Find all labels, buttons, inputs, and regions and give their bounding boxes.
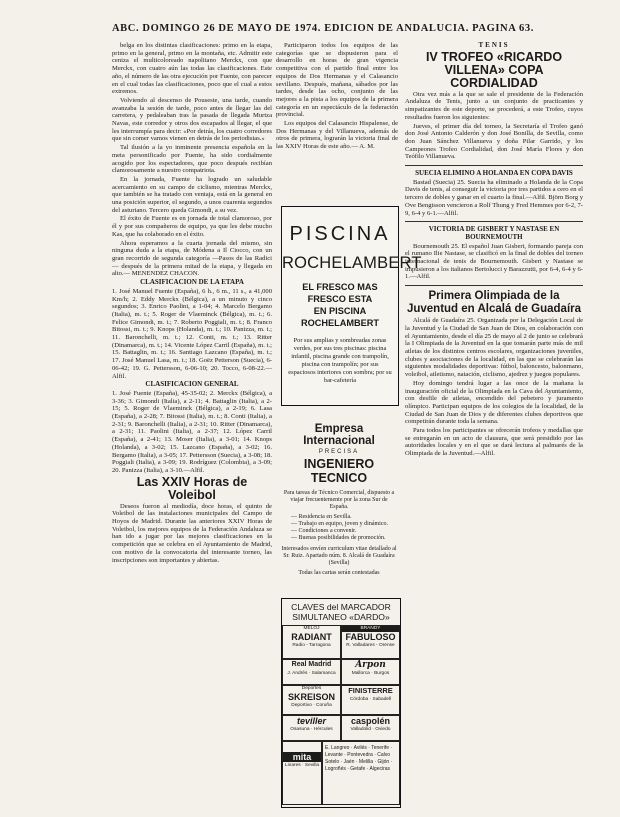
scoreboard-keys-advertisement xyxy=(281,598,401,808)
job-precisa: PRECISA xyxy=(318,449,360,455)
article-paragraph: En la jornada, Fuente ha logrado un saludable acercamiento en su campo de ciclismo, mientras Merckx, que también se ha tratado con ventaja, está en la general en una posición superior, el segundo, a unos cuarenta segundos del asturiano. Tercero queda Gimondi, a su vez. xyxy=(112,175,272,214)
job-company: Empresa Internacional xyxy=(303,423,375,447)
general-classification-list: 1. José Fuente (España), 45-35-02; 2. Merckx (Bélgica), a 3-36; 3. Gimondi (Italia), a 2-11; 4. Battaglin (Italia), a 2-15; 5. Roger de Vlaeminck (Bélgica), a 2-19; 6. Lasa (España), a 2-28; 7. Bitossi (Italia), m. t.; 8. Conti (Italia), a 2-31; 9. Baronchelli (Italia), a 2-31; 10. Ritter (Dinamarca), a 2-31; 11. Paolini (Italia), a 2-37; 12. López Carril (España), a 2-41; 13. Moser (Italia), a 3-01; 14. Knops (Holanda), a 3-02; 15. Lazcano (España), a 3-02; 16. Bergamo (Italia), a 3-05; 17. Pettersson (Suecia), a 3-08; 18. Poggiali (Italia), a 3-09; 19. Rodríguez (Colombia), a 3-09; 20. Panizza (Italia), a 3-10.—Alfil. xyxy=(112,389,272,474)
piscina-slogan-2: EN PISCINA ROCHELAMBERT xyxy=(300,306,380,328)
job-note: Todas las cartas serán contestadas xyxy=(298,570,380,576)
column-3 xyxy=(405,42,583,812)
volleyball-headline: Las XXIV Horas de Voleibol xyxy=(136,474,248,502)
claves-cell: mita Linares · Sevilla xyxy=(282,741,322,805)
article-paragraph: Jueves, el primer día del torneo, la Secretaría el Trofeo ganó don José Antonio Calderón y don José Bonilla, de Sevilla, como don Juan Sánchez Villanueva y doña Pilar Garrido, y los Campeones Trofeo Cordialidad, don José María Flores y don Teófilo Villanueva. xyxy=(405,122,583,161)
claves-cell: BRANDY FABULOSO R. Valladares - Orense xyxy=(341,625,400,659)
article-paragraph: Hoy domingo tendrá lugar a las once de la mañana la inauguración oficial de la Olimpiada en la Cava del Ayuntamiento, con desfile de atletas, encendido del pebetero y juramento olímpico. Participan equipos de los colegios de la localidad, de la Ciudad de San Juan de Dios y de diferentes clubes deportivos que competirán durante toda la semana. xyxy=(405,379,583,426)
job-bullet: — Buenas posibilidades de promoción. xyxy=(291,535,386,541)
article-paragraph: Para todos los participantes se ofrecerán trofeos y medallas que se entregarán en un acto de clausura, que será presidido por las autoridades locales y en el que se dará lectura al palmarés de la Olimpiada de la Juventud.—Alfil. xyxy=(405,427,583,458)
article-paragraph: Bournemouth 25. El español Juan Gisbert, formando pareja con el rumano Ilie Nastase, se clasificó en la final de dobles del torneo internacional de tenis de Bournemouth. Gisbert y Nastase se impusieron a los italianos Bertolucci y Barazzutti, por 6-4, 6-4 y 6-1.—Alfil. xyxy=(405,242,583,281)
column-1 xyxy=(112,42,272,807)
olimpiada-headline: Primera Olimpiada de la Juventud en Alcalá de Guadaíra xyxy=(406,290,582,316)
claves-cell: caspolén Valladolid · Oviedo xyxy=(341,715,400,741)
divider xyxy=(405,165,583,166)
piscina-name: ROCHELAMBERT xyxy=(282,254,422,272)
claves-cell: Deportes SKREISON Deportivo · Coruña xyxy=(282,685,341,715)
claves-cell: FINISTERRE Córdoba · Sabadell xyxy=(341,685,400,715)
job-advertisement xyxy=(281,423,397,593)
article-paragraph: Los equipos del Calasancio Hispalense, de Dos Hermanas y del Villanueva, además de otros de primera, lograrán la victoria final de las XXIV Horas de este año.— A. M. xyxy=(276,120,398,151)
trofeo-headline: IV TROFEO «RICARDO VILLENA» COPA CORDIALIDAD xyxy=(425,49,563,90)
job-title: INGENIERO TECNICO xyxy=(303,457,375,485)
volleyball-paragraph: Deseos fueron al mediodía, doce horas, el quinto de Voleibol de las instalaciones municipales del Campo de Hoyos de Madrid. Durante las anteriores XXIV Horas de Voleibol, los mejores equipos de la Federación Andaluza se han ido a jugar por las mejores clasificaciones en la competición que se celebra en el Ayuntamiento de Madrid, con motivo de la convocatoria del interesante torneo, las inscripciones son importantes y abiertas. xyxy=(112,502,272,564)
article-paragraph: belga en los distintas clasificaciones: primo en la etapa, primo en la general, primo en la montaña, etc. Admitir este ceniza el multicoloreado napolitano Merckx, con que Merckx, con cuatro aún las todas las clasificaciones. Este año, el número de las otra ejecución por Fuente, con parecer en el cual todas las clasificaciones, poco que el cual a estos extremos. xyxy=(112,42,272,96)
claves-cell: Real Madrid J. Andrés · Salamanca xyxy=(282,659,341,685)
article-paragraph: Participaron todos los equipos de las categorías que se dispusieron para el desarrollo en horas de gran vigencia competitiva con el partido final entre los equipos de Dos Hermanas y el Calasancio sevillano. Después, mañana, sábados por las tardes, desde las ocho, conjunto de las mejores a la pista a los equipos de la primera categoría en un espectáculo de la federación provincial. xyxy=(276,42,398,119)
column-2-text xyxy=(276,42,398,180)
article-paragraph: El éxito de Fuente es en jornada de total clamoroso, por él y por sus compañeros de equipo, ya que les debe mucho Kas, que ha colaborado en el éxito. xyxy=(112,215,272,238)
gisbert-headline: VICTORIA DE GISBERT Y NASTASE EN BOURNEMOUTH xyxy=(428,225,560,241)
piscina-slogan-1: EL FRESCO MAS FRESCO ESTA xyxy=(302,282,378,304)
job-contact: Interesados envíen curriculum vitae detallado al Sr. Ruiz. Apartado núm. 8. Alcalá de Guadaíra (Sevilla) xyxy=(281,546,397,566)
article-paragraph: Tal ilusión a la yo inminente presencia española en la meta personificado por Fuente, ha sido cordialmente acogido por los espectadores, que poco después recibían clamorosamente a nuestro compatriota. xyxy=(112,144,272,175)
page-header: ABC. DOMINGO 26 DE MAYO DE 1974. EDICION DE ANDALUCIA. PAGINA 63. xyxy=(112,23,534,34)
stage-classification-heading: CLASIFICACION DE LA ETAPA xyxy=(140,278,244,287)
article-paragraph: Volviendo al descenso de Pouseste, una tarde, cuando avanzaba la sesión de tarde, poco antes de llegar las del carretera, y pedaleaban tras la pasada de llegada Murtza Navas, este corredor y otros dos escapados al llegar, el que les interrumpía para decir: «Por detrás, los cuatro corredores que sin comer vamos vienen en detrás de los periodistas.» xyxy=(112,96,272,143)
stage-classification-list: 1. José Manuel Fuente (España), 6 h., 6 m., 11 s., a 41,000 Km/h; 2. Eddy Merckx (Bélgica), a un minuto y cinco segundos; 3. Enrico Paolini, a 1-04; 4. Marcelo Bergamo (Italia), m. t.; 5. Roger de Vlaeminck (Bélgica), m. t.; 6. Felice Gimondi, m. t.; 7. Roberto Poggiali, m. t.; 8. Franco Bitossi, m. t.; 9. Knops (Holanda), m. t.; 10. Panizza, m. t.; 11. Baronchelli, m. t.; 12. Conti, m. t.; 13. Ritter (Dinamarca), m. t.; 14. Vicente López Carril (España), m. t.; 15. Battaglin, m. t.; 16. Santiago Lazcano (España), m. t.; 17. José Manuel Lasa, m. t.; 18. Goëz Petterson (Suecia), 6-06-42; 19. G. Pettersson, 6-06-10; 20. Tocco, 6-08-22.—Alfil. xyxy=(112,287,272,380)
piscina-title: PISCINA xyxy=(289,223,391,245)
claves-cell: teviller Osasuna · Hércules xyxy=(282,715,341,741)
claves-cell: MELOJ RADIANT Radio - Tarragona xyxy=(282,625,341,659)
article-paragraph: Otra vez más a la que se sale el presidente de la Federación Andaluza de Tenis, junto a un conjunto de practicantes y simpatizantes de este deporte, se procederá, a este Trofeo, cuyos resultados fueron los siguientes: xyxy=(405,90,583,121)
tennis-section-label: TENIS xyxy=(478,42,510,49)
divider xyxy=(405,221,583,222)
article-paragraph: Alcalá de Guadaíra 25. Organizada por la Delegación Local de la Juventud y la Ciudad de San Juan de Dios, en colaboración con el Ayuntamiento, desde el día 25 de mayo al 2 de junio se celebrará la I Olimpiada de la Juventud en la que tomarán parte más de mil atletas de los distintos centros escolares, organizaciones juveniles, clubes y asociaciones de la localidad, en las que se celebrarán las siguientes modalidades deportivas: fútbol, baloncesto, balonmano, voleibol, atletismo, natación, ciclismo, ajedrez y juegos populares. xyxy=(405,317,583,379)
claves-cell: Arpon Mallorca · Burgos xyxy=(341,659,400,685)
divider xyxy=(405,285,583,286)
article-paragraph: Ahora esperamos a la cuarta jornada del mismo, sin ninguna duda a la etapa, de Módena a Il Ciocco, con un gran recorrido de segunda categoría —Pasos de las Radici— después de la primera mitad de la etapa, y llegada en alto.— MENENDEZ CHACON. xyxy=(112,239,272,278)
claves-title-2: SIMULTANEO «DARDO» xyxy=(292,612,390,622)
claves-cell: E. Langreo · Avilés · Tenerife · Levante · Pontevedra · Calvo Sotelo · Jaén · Melilla · Gijón · Logroñés · Getafe · Algeciras xyxy=(322,741,400,805)
job-bullet: — Residencia en Sevilla. xyxy=(291,514,352,520)
suecia-headline: SUECIA ELIMINO A HOLANDA EN COPA DAVIS xyxy=(415,169,573,178)
job-bullet: — Trabajo en equipo, joven y dinámico. xyxy=(291,521,388,527)
article-paragraph: Bastad (Suecia) 25. Suecia ha eliminado a Holanda de la Copa Davis de tenis, al conseguir la victoria por tres partidos a cero en el tercero de dobles y ganar en el cuarto la final.—Alfil. Björn Borg y Ove Bengtsson vencieron a Rolf Thung y Fred Hemmes por 6-2, 7-9, 6-4 y 6-1.—Alfil. xyxy=(405,178,583,217)
piscina-description: Por sus amplias y sombreadas zonas verdes, por sus tres piscinas: piscina infantil, piscina grande con trampolín, piscina con trampolín; por sus espaciosos interiores con sombra; por su bar-cafetería xyxy=(288,337,392,384)
job-description: Para tareas de Técnico Comercial, dispuesto a viajar frecuentemente por la zona Sur de España. xyxy=(283,490,395,510)
piscina-advertisement xyxy=(281,206,422,406)
claves-title-1: CLAVES del MARCADOR xyxy=(291,602,391,612)
job-bullet: — Condiciones a convenir. xyxy=(291,528,357,534)
general-classification-heading: CLASIFICACION GENERAL xyxy=(145,380,239,389)
